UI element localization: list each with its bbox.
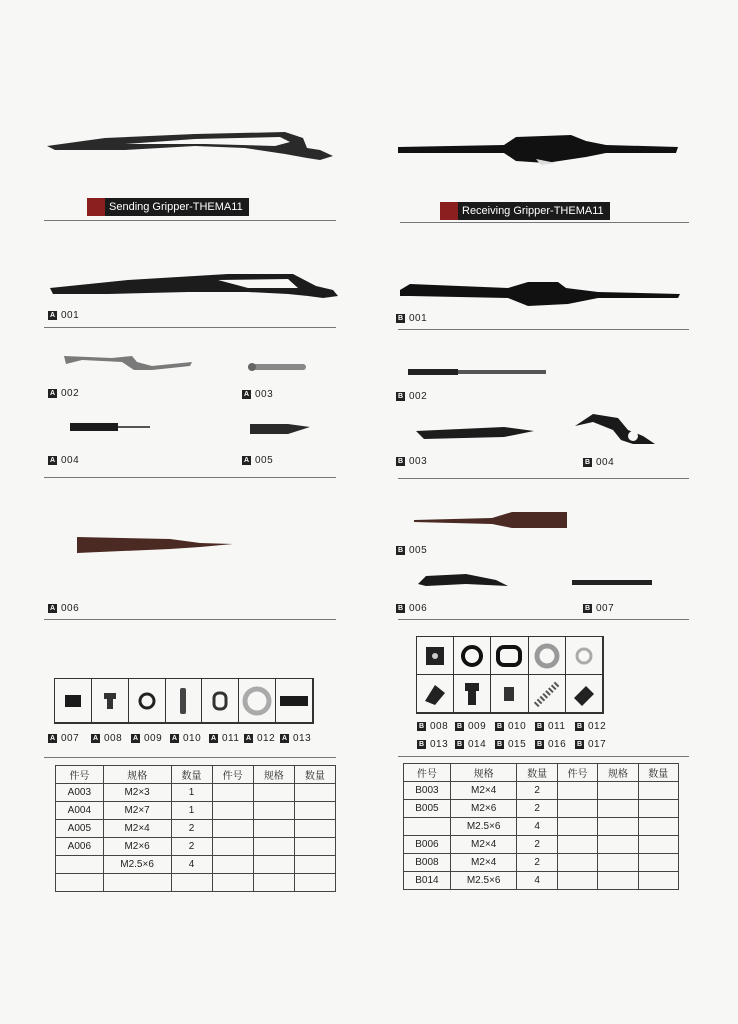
table-cell: M2.5×6 xyxy=(103,856,171,874)
banner-text: Sending Gripper-THEMA11 xyxy=(109,201,243,213)
table-row xyxy=(56,856,336,874)
table-row xyxy=(56,802,336,820)
banner-swatch xyxy=(87,198,105,216)
table-cell: M2×4 xyxy=(450,854,517,872)
thumb-b011 xyxy=(529,637,566,675)
label-b013: B 013 xyxy=(418,739,449,750)
table-header-row xyxy=(404,764,679,782)
table-cell: 2 xyxy=(517,854,557,872)
part-a003-image xyxy=(246,361,311,373)
thumb-b012 xyxy=(566,637,603,675)
divider xyxy=(44,477,336,478)
table-cell xyxy=(56,874,104,892)
table-row xyxy=(56,874,336,892)
table-cell: A005 xyxy=(56,820,104,838)
label-a009: A 009 xyxy=(132,733,163,744)
sending-gripper-image xyxy=(45,128,335,168)
thumb-b008 xyxy=(417,637,454,675)
receiving-gripper-image xyxy=(396,133,681,168)
table-cell: M2×6 xyxy=(103,838,171,856)
divider xyxy=(398,756,689,757)
table-cell xyxy=(253,856,294,874)
table-cell xyxy=(294,784,335,802)
part-a005-image xyxy=(248,422,313,436)
table-cell xyxy=(56,856,104,874)
table-cell xyxy=(103,874,171,892)
header-cell: 件号 xyxy=(212,766,253,784)
divider xyxy=(400,222,689,223)
label-a006: A 006 xyxy=(49,603,80,614)
table-cell: A006 xyxy=(56,838,104,856)
table-cell xyxy=(557,872,597,890)
table-cell xyxy=(638,836,678,854)
label-a013: A 013 xyxy=(281,733,312,744)
part-b007-image xyxy=(570,577,655,589)
table-cell xyxy=(212,874,253,892)
label-b014: B 014 xyxy=(456,739,487,750)
table-cell xyxy=(212,784,253,802)
table-cell: M2×4 xyxy=(450,836,517,854)
spec-table-right xyxy=(403,763,679,890)
header-cell: 数量 xyxy=(638,764,678,782)
header-cell: 数量 xyxy=(294,766,335,784)
small-parts-grid-b xyxy=(416,636,604,714)
table-cell xyxy=(638,800,678,818)
table-row xyxy=(56,838,336,856)
table-cell: B008 xyxy=(404,854,451,872)
label-b010: B 010 xyxy=(496,721,527,732)
label-a010: A 010 xyxy=(171,733,202,744)
label-b002: B 002 xyxy=(397,391,428,402)
table-cell xyxy=(598,800,638,818)
table-cell xyxy=(557,800,597,818)
table-cell: B005 xyxy=(404,800,451,818)
thumb-b013 xyxy=(417,675,454,713)
label-b006: B 006 xyxy=(397,603,428,614)
table-cell xyxy=(171,874,212,892)
table-cell xyxy=(404,818,451,836)
thumb-b015 xyxy=(491,675,528,713)
divider xyxy=(398,329,689,330)
part-a001-image xyxy=(48,268,340,308)
label-b001: B 001 xyxy=(397,313,428,324)
part-b004-image xyxy=(573,410,658,450)
sending-gripper-banner xyxy=(87,198,249,216)
label-a005: A 005 xyxy=(243,455,274,466)
table-cell: A003 xyxy=(56,784,104,802)
table-row xyxy=(404,800,679,818)
table-cell xyxy=(212,856,253,874)
table-row xyxy=(56,820,336,838)
header-cell: 规格 xyxy=(103,766,171,784)
label-b005: B 005 xyxy=(397,545,428,556)
label-b004: B 004 xyxy=(584,457,615,468)
table-cell: 1 xyxy=(171,784,212,802)
table-cell: M2×7 xyxy=(103,802,171,820)
table-cell: 2 xyxy=(517,800,557,818)
header-cell: 规格 xyxy=(450,764,517,782)
table-cell: M2×4 xyxy=(450,782,517,800)
table-cell xyxy=(253,838,294,856)
table-cell: M2.5×6 xyxy=(450,872,517,890)
divider xyxy=(398,478,689,479)
label-a002: A 002 xyxy=(49,388,80,399)
table-cell xyxy=(212,820,253,838)
table-cell xyxy=(212,802,253,820)
table-cell xyxy=(557,836,597,854)
table-row xyxy=(56,784,336,802)
table-cell xyxy=(253,784,294,802)
header-cell: 件号 xyxy=(404,764,451,782)
table-cell xyxy=(598,854,638,872)
table-cell xyxy=(557,854,597,872)
header-cell: 数量 xyxy=(517,764,557,782)
thumb-b016 xyxy=(529,675,566,713)
header-cell: 规格 xyxy=(598,764,638,782)
table-row xyxy=(404,836,679,854)
table-row xyxy=(404,854,679,872)
thumb-a012 xyxy=(239,679,276,723)
table-row xyxy=(404,872,679,890)
table-row xyxy=(404,818,679,836)
label-b008: B 008 xyxy=(418,721,449,732)
table-cell: B003 xyxy=(404,782,451,800)
table-cell xyxy=(253,874,294,892)
table-cell xyxy=(294,856,335,874)
divider xyxy=(44,220,336,221)
banner-swatch xyxy=(440,202,458,220)
label-b016: B 016 xyxy=(536,739,567,750)
header-cell: 规格 xyxy=(253,766,294,784)
label-a007: A 007 xyxy=(49,733,80,744)
table-cell xyxy=(598,818,638,836)
receiving-gripper-banner xyxy=(440,202,610,220)
table-cell xyxy=(598,836,638,854)
label-b011: B 011 xyxy=(536,721,566,732)
label-a012: A 012 xyxy=(245,733,276,744)
small-parts-grid-a xyxy=(54,678,314,724)
header-cell: 件号 xyxy=(557,764,597,782)
thumb-b014 xyxy=(454,675,491,713)
thumb-a007 xyxy=(55,679,92,723)
table-cell: M2.5×6 xyxy=(450,818,517,836)
table-header-row xyxy=(56,766,336,784)
label-a008: A 008 xyxy=(92,733,123,744)
part-a006-image xyxy=(75,535,235,555)
header-cell: 件号 xyxy=(56,766,104,784)
table-cell: M2×6 xyxy=(450,800,517,818)
thumb-a009 xyxy=(129,679,166,723)
table-cell xyxy=(294,838,335,856)
table-cell xyxy=(557,818,597,836)
thumb-a013 xyxy=(276,679,313,723)
table-cell: A004 xyxy=(56,802,104,820)
table-cell xyxy=(638,782,678,800)
table-row xyxy=(404,782,679,800)
label-a004: A 004 xyxy=(49,455,80,466)
table-cell xyxy=(212,838,253,856)
table-cell: 2 xyxy=(171,838,212,856)
table-cell: 4 xyxy=(517,872,557,890)
label-a011: A 011 xyxy=(210,733,240,744)
table-cell: B006 xyxy=(404,836,451,854)
table-cell xyxy=(253,820,294,838)
table-cell xyxy=(598,782,638,800)
label-a003: A 003 xyxy=(243,389,274,400)
thumb-a011 xyxy=(202,679,239,723)
part-b006-image xyxy=(416,572,511,590)
label-b007: B 007 xyxy=(584,603,615,614)
table-cell: 1 xyxy=(171,802,212,820)
part-b002-image xyxy=(406,366,551,378)
table-cell: M2×4 xyxy=(103,820,171,838)
label-b017: B 017 xyxy=(576,739,607,750)
part-a002-image xyxy=(62,352,197,374)
label-b015: B 015 xyxy=(496,739,527,750)
banner-text: Receiving Gripper-THEMA11 xyxy=(462,205,604,217)
table-cell: 2 xyxy=(517,836,557,854)
thumb-b017 xyxy=(566,675,603,713)
thumb-a010 xyxy=(166,679,203,723)
label-a001: A 001 xyxy=(49,310,80,321)
part-b005-image xyxy=(412,510,572,532)
table-cell xyxy=(294,802,335,820)
table-cell: M2×3 xyxy=(103,784,171,802)
table-cell xyxy=(638,872,678,890)
table-cell: 4 xyxy=(171,856,212,874)
part-a004-image xyxy=(68,421,153,433)
label-b003: B 003 xyxy=(397,456,428,467)
table-cell xyxy=(294,820,335,838)
table-cell: 2 xyxy=(517,782,557,800)
header-cell: 数量 xyxy=(171,766,212,784)
thumb-b010 xyxy=(491,637,528,675)
part-b001-image xyxy=(398,280,683,310)
table-cell xyxy=(557,782,597,800)
table-cell: 2 xyxy=(171,820,212,838)
divider xyxy=(44,757,336,758)
table-cell xyxy=(294,874,335,892)
label-b012: B 012 xyxy=(576,721,607,732)
thumb-b009 xyxy=(454,637,491,675)
table-cell xyxy=(638,818,678,836)
divider xyxy=(44,619,336,620)
table-cell: B014 xyxy=(404,872,451,890)
table-cell xyxy=(253,802,294,820)
table-cell xyxy=(598,872,638,890)
thumb-a008 xyxy=(92,679,129,723)
divider xyxy=(398,619,689,620)
spec-table-left xyxy=(55,765,336,892)
table-cell xyxy=(638,854,678,872)
part-b003-image xyxy=(414,425,536,441)
divider xyxy=(44,327,336,328)
label-b009: B 009 xyxy=(456,721,487,732)
table-cell: 4 xyxy=(517,818,557,836)
